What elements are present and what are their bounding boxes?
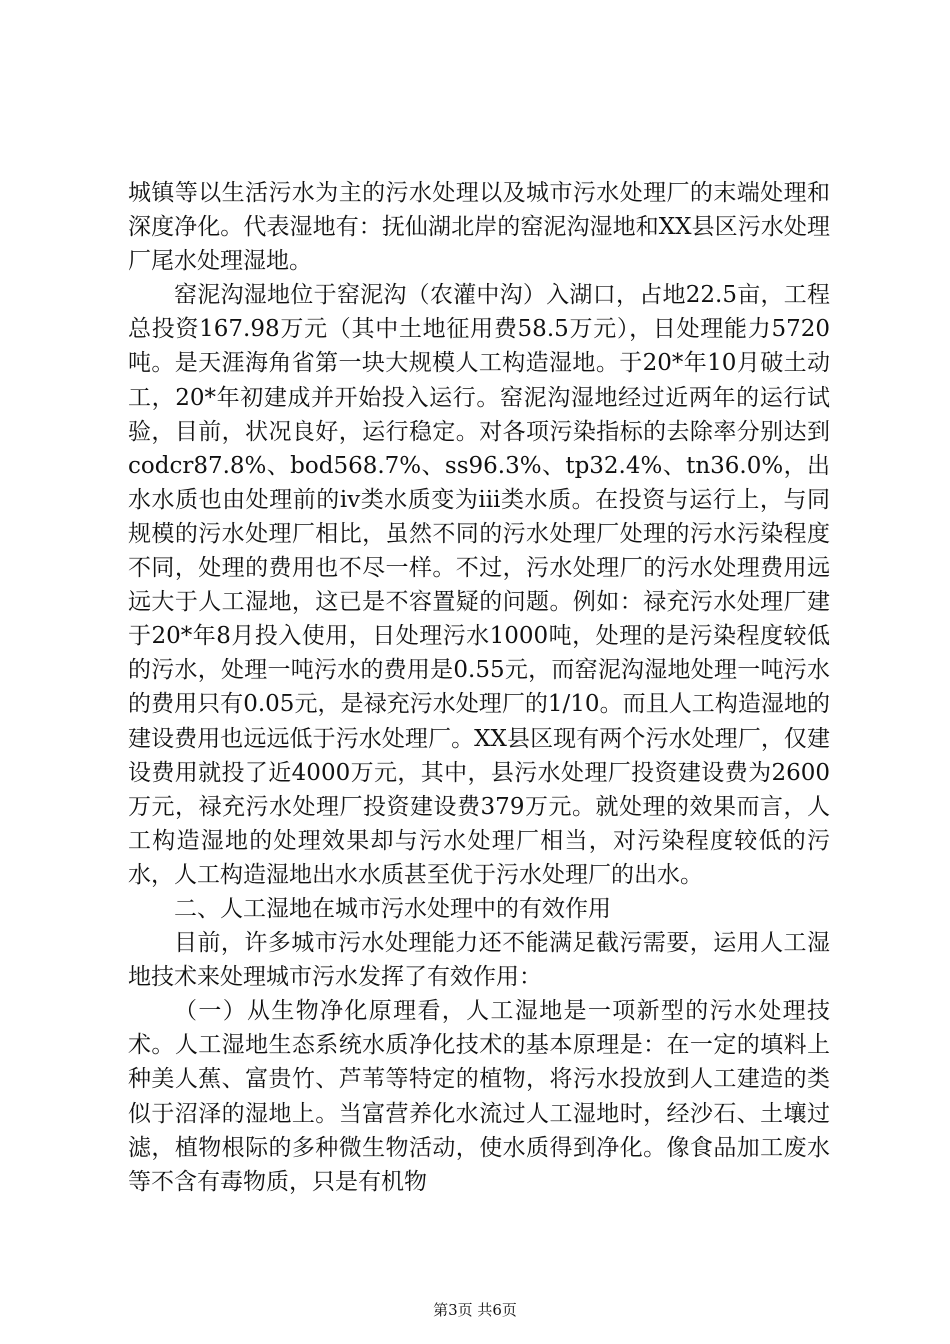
document-body <box>128 176 830 1199</box>
section-heading-2: 二、人工湿地在城市污水处理中的有效作用 <box>174 895 611 922</box>
paragraph-intro-role: 目前，许多城市污水处理能力还不能满足截污需要，运用人工湿地技术来处理城市污水发挥了有效作用： <box>128 930 830 991</box>
paragraph-continuation: 城镇等以生活污水为主的污水处理以及城市污水处理厂的末端处理和深度净化。代表湿地有：抚仙湖北岸的窑泥沟湿地和XX县区污水处理厂尾水处理湿地。 <box>128 180 830 275</box>
paragraph-bio-purification: （一）从生物净化原理看，人工湿地是一项新型的污水处理技术。人工湿地生态系统水质净化技术的基本原理是：在一定的填料上种美人蕉、富贵竹、芦苇等特定的植物，将污水投放到人工建造的类似于沼泽的湿地上。当富营养化水流过人工湿地时，经沙石、土壤过滤，植物根际的多种微生物活动，使水质得到净化。像食品加工废水等不含有毒物质，只是有机物 <box>128 998 830 1195</box>
page-footer <box>0 1300 950 1320</box>
page-number-label: 第3页 共6页 <box>433 1301 517 1319</box>
paragraph-yaonigou-wetland: 窑泥沟湿地位于窑泥沟（农灌中沟）入湖口，占地22.5亩，工程总投资167.98万元（其中土地征用费58.5万元），日处理能力5720吨。是天涯海角省第一块大规模人工构造湿地。于20*年10月破土动工，20*年初建成并开始投入运行。窑泥沟湿地经过近两年的运行试验，目前，状况良好，运行稳定。对各项污染指标的去除率分别达到codcr87.8%、bod568.7%、ss96.3%、tp32.4%、tn36.0%，出水水质也由处理前的iv类水质变为iii类水质。在投资与运行上，与同规模的污水处理厂相比，虽然不同的污水处理厂处理的污水污染程度不同，处理的费用也不尽一样。不过，污水处理厂的污水处理费用远远大于人工湿地，这已是不容置疑的问题。例如：禄充污水处理厂建于20*年8月投入使用，日处理污水1000吨，处理的是污染程度较低的污水，处理一吨污水的费用是0.55元，而窑泥沟湿地处理一吨污水的费用只有0.05元，是禄充污水处理厂的1/10。而且人工构造湿地的建设费用也远远低于污水处理厂。XX县区现有两个污水处理厂，仅建设费用就投了近4000万元，其中，县污水处理厂投资建设费为2600万元，禄充污水处理厂投资建设费379万元。就处理的效果而言，人工构造湿地的处理效果却与污水处理厂相当，对污染程度较低的污水，人工构造湿地出水水质甚至优于污水处理厂的出水。 <box>128 282 830 888</box>
